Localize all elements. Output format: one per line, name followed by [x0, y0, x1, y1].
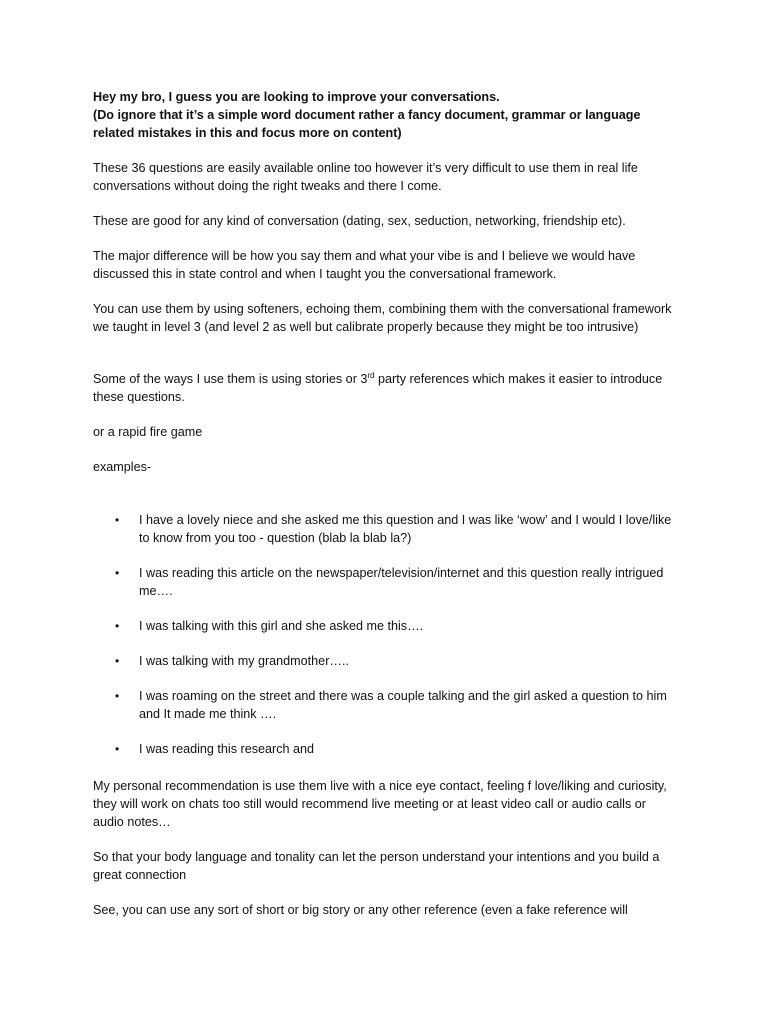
- paragraph-recommendation: My personal recommendation is use them live with a nice eye contact, feeling f love/liking and curiosity, they will work on chats too still would recommend live meeting or at least video call or audio calls or audio notes…: [93, 779, 667, 829]
- examples-list: [93, 511, 673, 758]
- list-item: [93, 652, 673, 670]
- bullet-icon: •: [115, 619, 120, 633]
- paragraph-ways-to-use: [93, 370, 673, 406]
- bullet-icon: •: [115, 654, 120, 668]
- list-item: [93, 511, 673, 547]
- bullet-icon: •: [115, 513, 120, 527]
- intro-disclaimer: (Do ignore that it’s a simple word document rather a fancy document, grammar or language related mistakes in this and focus more on content): [93, 108, 641, 140]
- paragraph-body-language: So that your body language and tonality can let the person understand your intentions and you build a great connection: [93, 850, 660, 882]
- list-item-text: I was talking with this girl and she asked me this….: [139, 619, 424, 633]
- list-item: [93, 617, 673, 635]
- paragraph-questions-online: These 36 questions are easily available online too however it’s very difficult to use them in real life conversations without doing the right tweaks and there I come.: [93, 161, 638, 193]
- paragraph-examples-label: examples-: [93, 460, 152, 474]
- paragraph-major-difference: The major difference will be how you say them and what your vibe is and I believe we would have discussed this in state control and when I taught you the conversational framework.: [93, 249, 636, 281]
- list-item: [93, 740, 673, 758]
- intro-greeting: Hey my bro, I guess you are looking to improve your conversations.: [93, 90, 500, 104]
- list-item-text: I was talking with my grandmother…..: [139, 654, 349, 668]
- bullet-icon: •: [115, 742, 120, 756]
- paragraph-conversation-kinds: These are good for any kind of conversation (dating, sex, seduction, networking, friendship etc).: [93, 214, 626, 228]
- list-item-text: I was reading this research and: [139, 742, 315, 756]
- list-item: [93, 687, 673, 723]
- ways-text-after: party references which makes it easier to introduce these questions.: [93, 372, 663, 404]
- paragraph-rapid-fire: or a rapid fire game: [93, 425, 203, 439]
- list-item-text: I was roaming on the street and there was a couple talking and the girl asked a question to him and It made me think ….: [139, 689, 667, 721]
- bullet-icon: •: [115, 689, 120, 703]
- list-item-text: I have a lovely niece and she asked me this question and I was like ‘wow’ and I would I love/like to know from you too - question (blab la blab la?): [139, 513, 672, 545]
- document-body: [93, 88, 673, 919]
- list-item-text: I was reading this article on the newspaper/television/internet and this question really intrigued me….: [139, 566, 664, 598]
- bullet-icon: •: [115, 566, 120, 580]
- list-item: [93, 564, 673, 600]
- paragraph-how-to-use: You can use them by using softeners, echoing them, combining them with the conversational framework we taught in level 3 (and level 2 as well but calibrate properly because they might be too intrusive): [93, 302, 672, 334]
- ways-superscript: rd: [367, 370, 375, 380]
- paragraph-story-reference: See, you can use any sort of short or big story or any other reference (even a fake reference will: [93, 903, 628, 917]
- ways-text-before: Some of the ways I use them is using stories or 3: [93, 372, 368, 386]
